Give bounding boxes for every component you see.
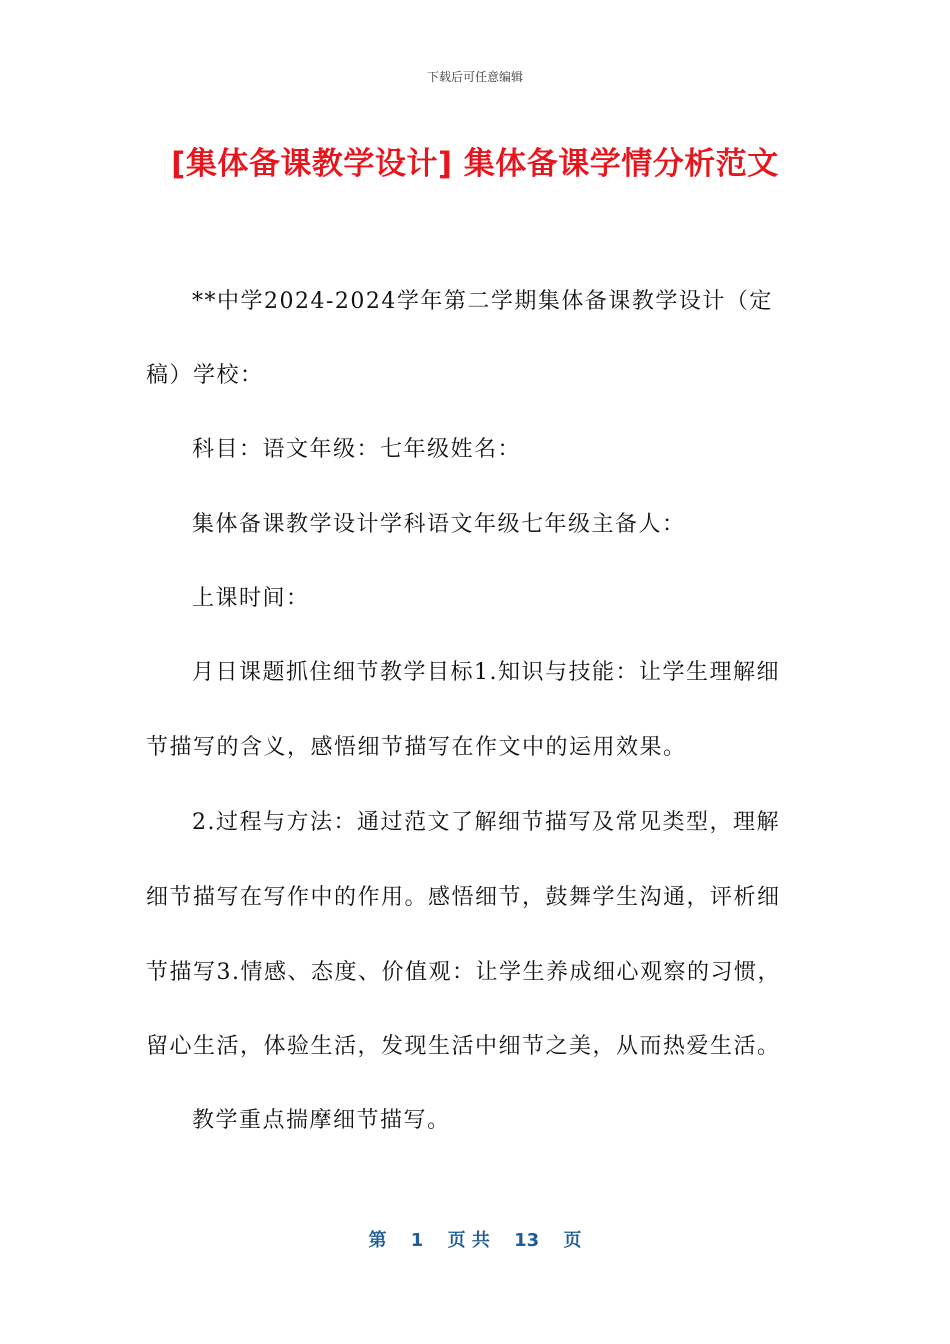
paragraph-line: **中学2024-2024学年第二学期集体备课教学设计（定 [192, 289, 773, 314]
paragraph-line: 留心生活，体验生活，发现生活中细节之美，从而热爱生活。 [146, 1034, 781, 1059]
paragraph-line: 节描写3.情感、态度、价值观：让学生养成细心观察的习惯， [146, 960, 781, 985]
paragraph-line: 上课时间： [192, 586, 310, 611]
document-title: [集体备课教学设计] 集体备课学情分析范文 [171, 146, 779, 182]
footer-prefix: 第 [368, 1230, 387, 1251]
footer-page-number: 1 [410, 1230, 424, 1251]
paragraph-line: 稿）学校： [146, 363, 264, 388]
footer-suffix: 页 [563, 1230, 582, 1251]
footer-total-pages: 13 [514, 1230, 540, 1251]
paragraph-line: 细节描写在写作中的作用。感悟细节，鼓舞学生沟通，评析细 [146, 885, 781, 910]
header-note: 下载后可任意编辑 [426, 70, 523, 84]
paragraph-line: 集体备课教学设计学科语文年级七年级主备人： [192, 512, 686, 537]
page-footer [0, 1226, 950, 1252]
paragraph-line: 节描写的含义，感悟细节描写在作文中的运用效果。 [146, 735, 687, 760]
paragraph-line: 月日课题抓住细节教学目标1.知识与技能：让学生理解细 [192, 660, 780, 685]
paragraph-line: 2.过程与方法：通过范文了解细节描写及常见类型，理解 [192, 810, 780, 835]
paragraph-line: 科目：语文年级：七年级姓名： [192, 437, 522, 462]
footer-mid: 页 共 [447, 1230, 490, 1251]
paragraph-line: 教学重点揣摩细节描写。 [192, 1108, 451, 1133]
